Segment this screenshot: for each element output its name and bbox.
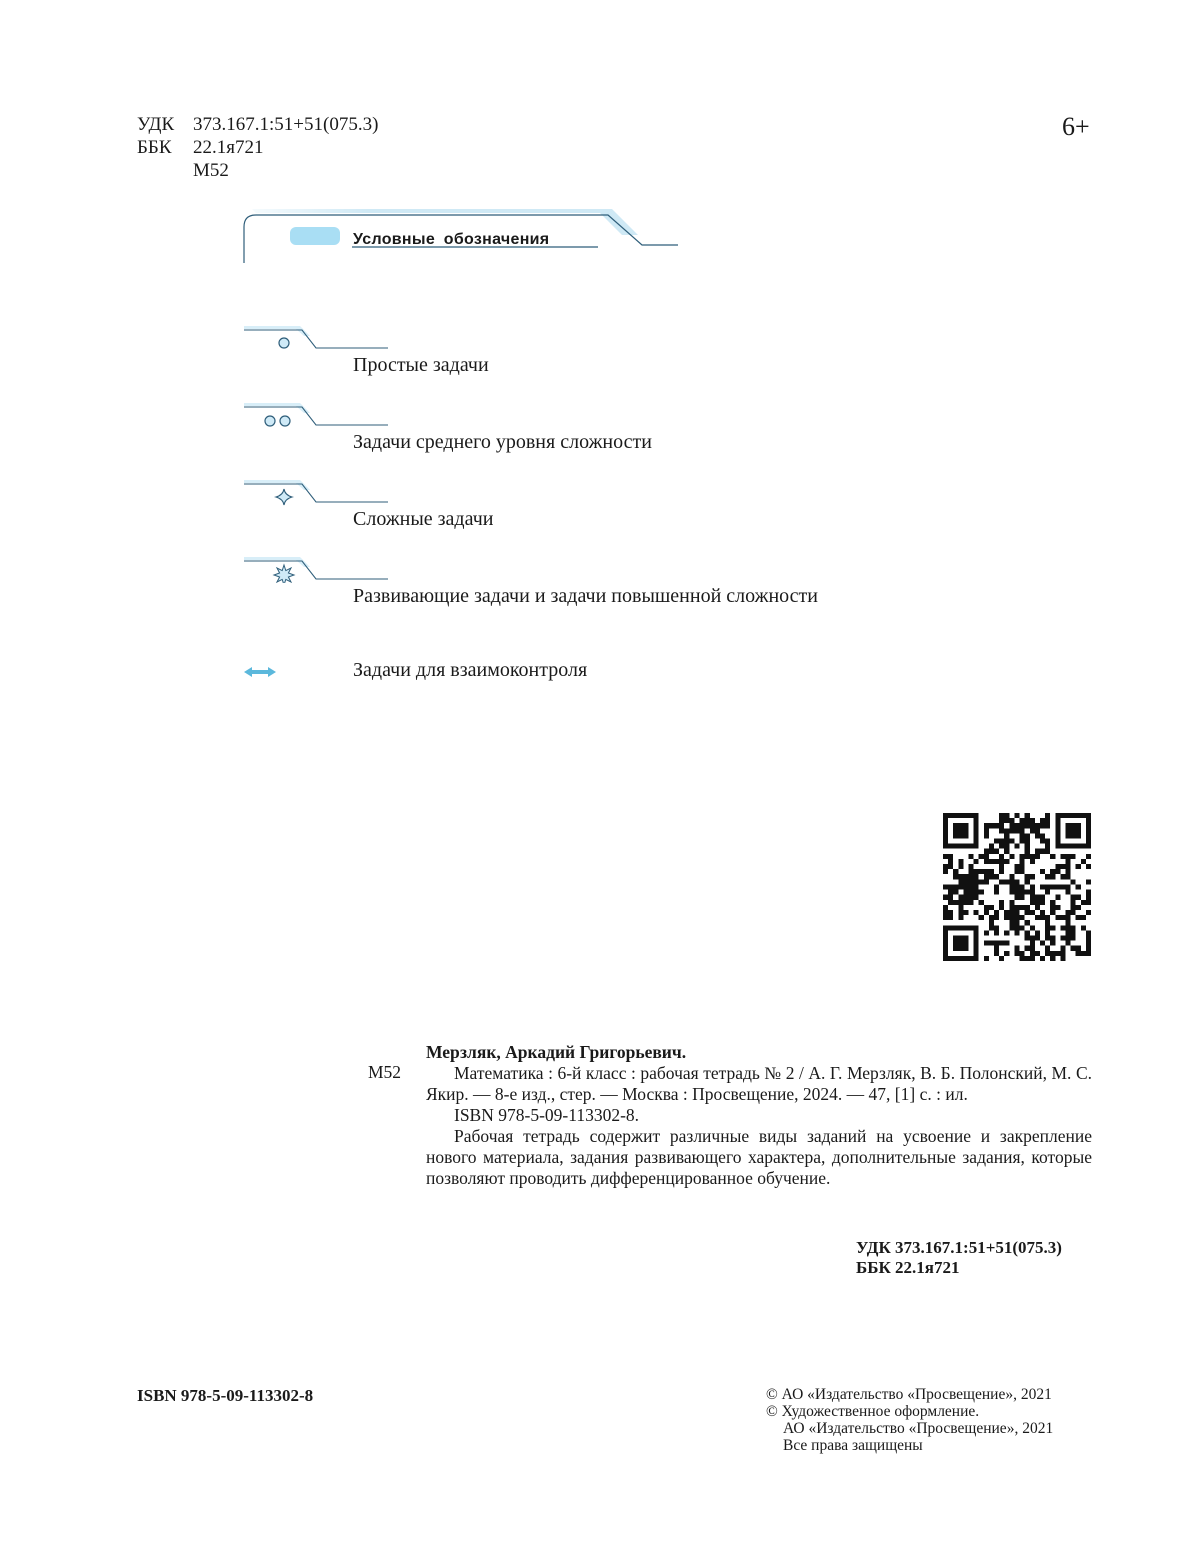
legend-item-label: Задачи среднего уровня сложности <box>353 431 652 453</box>
catalog-description: Математика : 6-й класс : рабочая тетрадь № 2 / А. Г. Мерзляк, В. Б. Полонский, М. С. Якир. — 8-е изд., стер. — Москва : Просвещение, 2024. — 47, [1] с. : ил. <box>426 1063 1092 1104</box>
copyright-line: © Художественное оформление. <box>766 1403 980 1420</box>
bbk-value: 22.1я721 <box>193 137 264 158</box>
legend-item-frame <box>240 474 390 506</box>
legend-item-label: Простые задачи <box>353 354 489 376</box>
udk-value: 373.167.1:51+51(075.3) <box>193 114 379 135</box>
legend-title: Условные обозначения <box>353 231 550 248</box>
author-mark: М52 <box>193 160 229 181</box>
rights-line: Все права защищены <box>783 1437 923 1454</box>
star-icon <box>274 565 294 583</box>
catalog-entry <box>426 1042 1092 1189</box>
age-rating: 6+ <box>1062 112 1090 141</box>
legend-item-frame <box>240 551 390 583</box>
double-circle-icon <box>265 416 290 426</box>
circle-icon <box>279 338 289 348</box>
qr-code-icon <box>943 813 1091 961</box>
double-arrow-icon <box>240 663 280 681</box>
library-codes <box>137 113 378 182</box>
catalog-isbn: ISBN 978-5-09-113302-8. <box>454 1105 640 1125</box>
catalog-mark: М52 <box>368 1062 402 1082</box>
legend-item-label: Развивающие задачи и задачи повышенной сложности <box>353 585 818 607</box>
footer-isbn: ISBN 978-5-09-113302-8 <box>137 1386 314 1405</box>
legend-item-frame <box>240 320 390 352</box>
legend-item-label: Сложные задачи <box>353 508 494 530</box>
catalog-bbk: ББК 22.1я721 <box>856 1258 960 1277</box>
catalog-codes <box>856 1238 1062 1278</box>
copyright-line: АО «Издательство «Просвещение», 2021 <box>783 1420 1054 1437</box>
udk-label: УДК <box>137 114 175 135</box>
legend-item-label: Задачи для взаимоконтроля <box>353 659 588 681</box>
catalog-udk: УДК 373.167.1:51+51(075.3) <box>856 1238 1062 1257</box>
catalog-annotation: Рабочая тетрадь содержит различные виды заданий на усвоение и закрепление нового материала, задания развивающего характера, дополнительные задания, которые позволяют проводить дифференцированное обучение. <box>426 1126 1092 1188</box>
bbk-label: ББК <box>137 137 172 158</box>
diamond-icon <box>276 489 292 505</box>
legend-item-frame <box>240 397 390 429</box>
copyright-line: © АО «Издательство «Просвещение», 2021 <box>766 1386 1052 1403</box>
catalog-author: Мерзляк, Аркадий Григорьевич. <box>426 1042 687 1062</box>
copyright-block <box>766 1386 1053 1454</box>
